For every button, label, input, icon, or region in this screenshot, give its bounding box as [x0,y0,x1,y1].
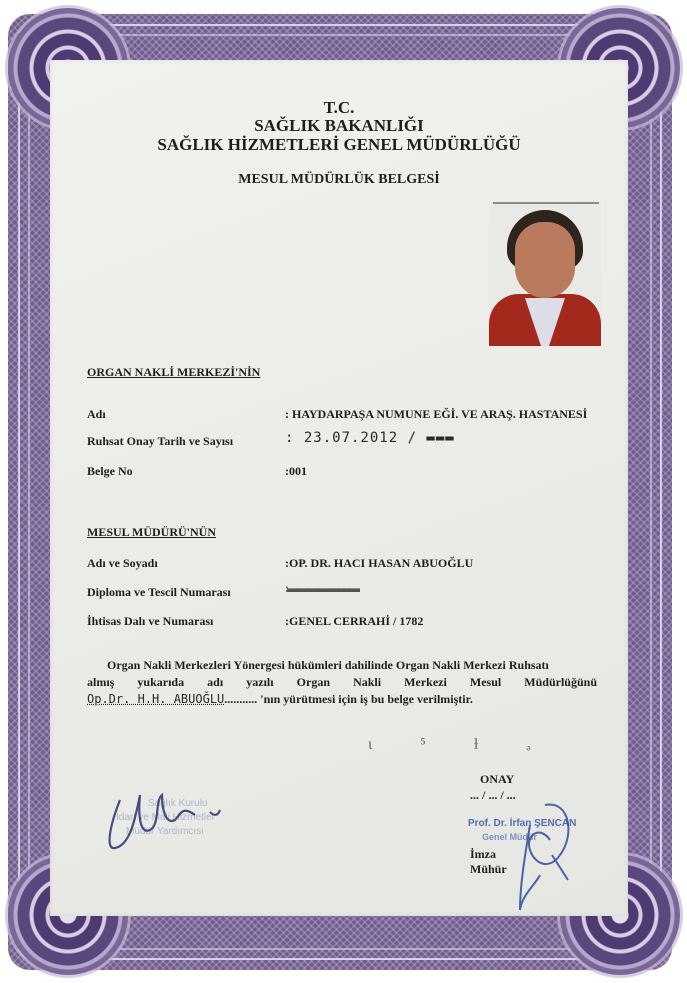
handwritten-marks: ɩ ⁵ ɫ ₔ [368,736,553,753]
field-value-license-date: : 23.07.2012 / ▬▬▬ [285,430,455,446]
field-value-hospital-name: : HAYDARPAŞA NUMUNE EĞİ. VE ARAŞ. HASTANESİ [285,407,588,421]
section-title-organ-center: ORGAN NAKLİ MERKEZİ'NİN [87,365,261,379]
certificate-paper [50,60,628,916]
statement-dots: ........... [224,692,258,706]
field-value-full-name: :OP. DR. HACI HASAN ABUOĞLU [285,556,474,570]
document-title: MESUL MÜDÜRLÜK BELGESİ [238,172,440,187]
field-label-diploma-number: Diploma ve Tescil Numarası [87,585,231,599]
field-value-diploma-number: :▬▬▬▬ ▬▬▬ [285,581,358,595]
field-label-name: Adı [87,407,106,421]
statement-line-3 [87,691,597,708]
left-stamp-line-1: Sağlık Kurulu [148,798,208,809]
field-value-document-no: :001 [285,464,307,478]
field-label-document-no: Belge No [87,464,133,478]
stamp-signatory-name: Prof. Dr. İrfan ŞENCAN [468,818,577,829]
handwritten-director-name: Op.Dr. H.H. ABUOĞLU [87,692,225,706]
header-tc: T.C. [323,98,355,117]
photo-face [515,222,575,298]
header-ministry: SAĞLIK BAKANLIĞI [254,116,424,135]
photo-top-line [493,202,599,204]
statement-paragraph [87,657,597,708]
signature-seal-labels [470,847,507,877]
section-title-director: MESUL MÜDÜRÜ'NÜN [87,525,216,539]
field-label-license-date: Ruhsat Onay Tarih ve Sayısı [87,434,234,448]
seal-label: Mühür [470,862,507,876]
header-directorate: SAĞLIK HİZMETLERİ GENEL MÜDÜRLÜĞÜ [157,135,521,154]
left-stamp-line-2: İdari ve Mali Hizmetler [116,812,215,823]
signature-label: İmza [470,847,496,861]
field-label-specialty: İhtisas Dalı ve Numarası [87,614,214,628]
statement-line-2: almış yukarıda adı yazılı Organ Nakli Merkezi Mesul Müdürlüğünü [87,675,597,689]
approval-date: ... / ... / ... [470,788,516,802]
left-signature-icon [100,780,230,860]
left-stamp-line-3: Müdür Yardımcısı [126,826,204,837]
passport-photo [489,202,601,346]
statement-line-3-end: 'nın yürütmesi için iş bu belge verilmiştir. [257,692,473,706]
approval-title: ONAY [480,772,515,786]
stamp-signatory-title: Genel Müdür [482,832,538,842]
field-value-specialty: :GENEL CERRAHİ / 1782 [285,614,424,628]
field-label-full-name: Adı ve Soyadı [87,556,158,570]
statement-line-1: Organ Nakli Merkezleri Yönergesi hükümleri dahilinde Organ Nakli Merkezi Ruhsatı [107,658,549,672]
